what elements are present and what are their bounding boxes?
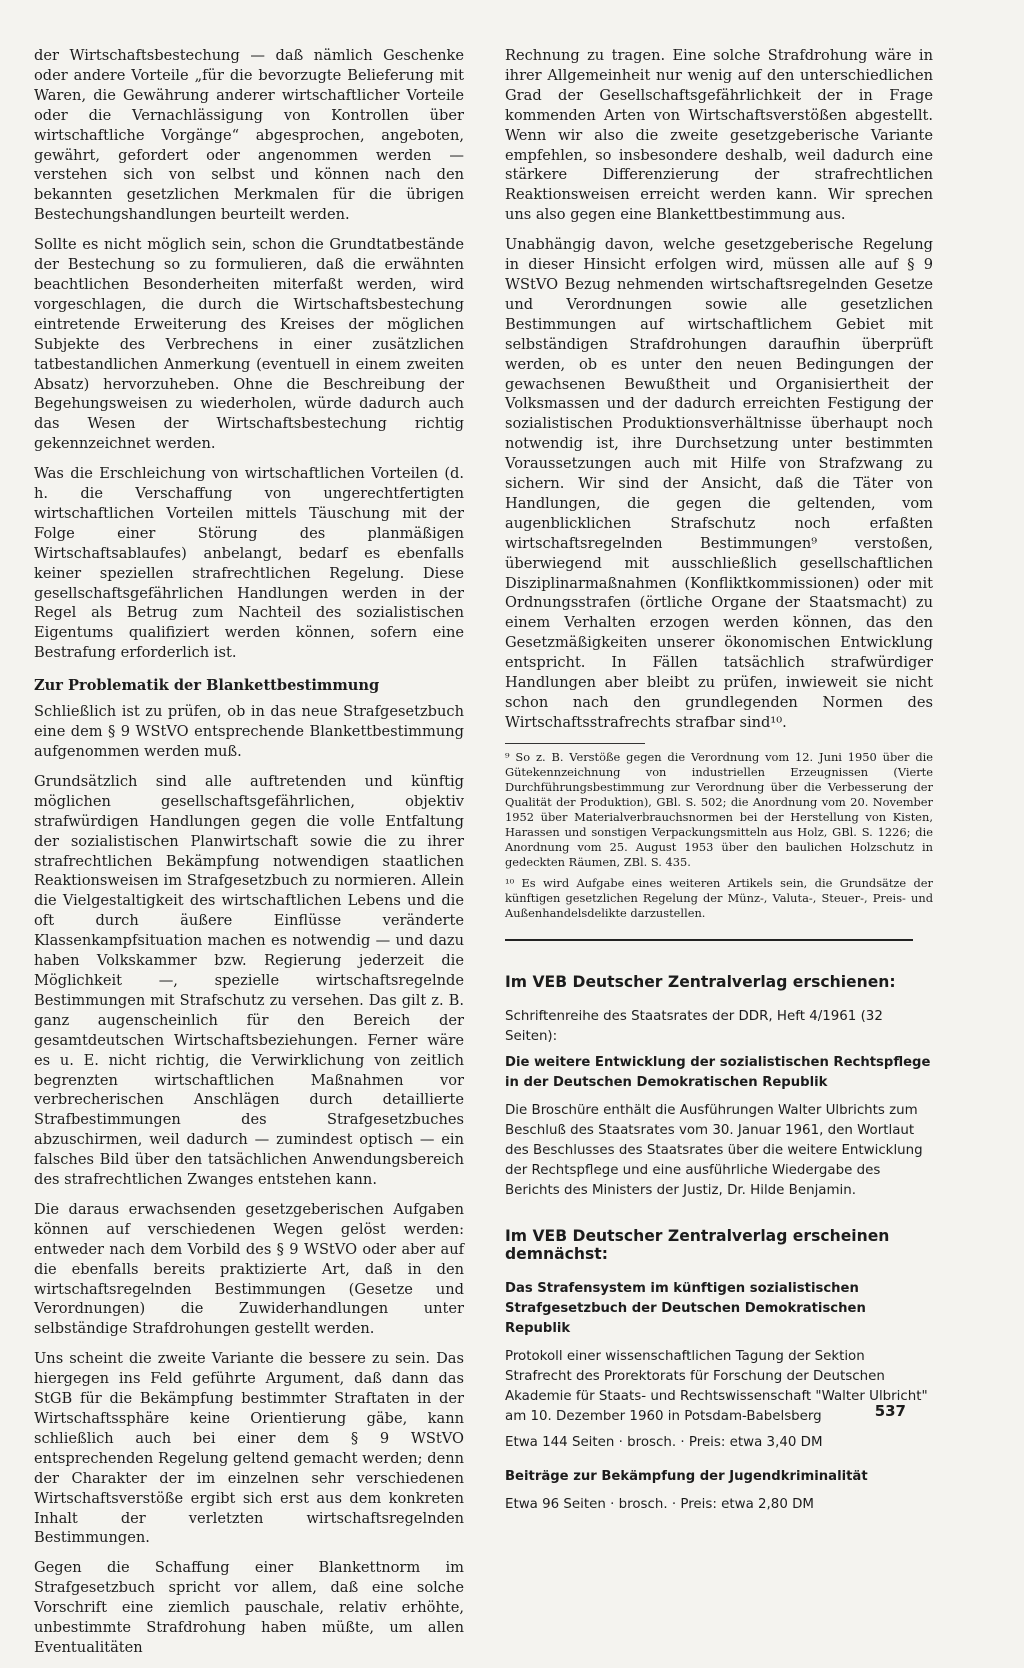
book-title: Die weitere Entwicklung der sozialistischen Rechtspflege in der Deutschen Demokratischen Republik xyxy=(505,1054,931,1090)
book-description: Die Broschüre enthält die Ausführungen Walter Ulbrichts zum Beschluß des Staatsrates vom 30. Januar 1961, den Wortlaut des Beschlusses des Staatsrates über die weitere Entwicklung der Rechtspflege und eine ausführliche Wiedergabe des Berichts des Ministers der Justiz, Dr. Hilde Benjamin. xyxy=(505,1102,923,1198)
paragraph: Sollte es nicht möglich sein, schon die Grundtatbestände der Bestechung so zu formulieren, daß die erwähnten beachtlichen Besonderheiten miterfaßt werden, wird vorgeschlagen, die durch die Wirtschaftsbestechung eintretende Erweiterung des Kreises der möglichen Subjekte des Verbrechens in einer zusätzlichen tatbestandlichen Anmerkung (eventuell in einem zweiten Absatz) hervorzuheben. Ohne die Beschreibung der Begehungsweisen zu wiederholen, würde dadurch auch das Wesen der Wirtschaftsbestechung richtig gekennzeichnet werden. xyxy=(34,236,464,453)
book-details: Etwa 144 Seiten · brosch. · Preis: etwa 3,40 DM xyxy=(505,1434,823,1450)
book-title: Das Strafensystem im künftigen sozialistischen Strafgesetzbuch der Deutschen Demokratischen Republik xyxy=(505,1280,866,1336)
paragraph: Gegen die Schaffung einer Blankettnorm im Strafgesetzbuch spricht vor allem, daß eine solche Vorschrift eine ziemlich pauschale, relativ erhöhte, unbestimmte Strafdrohung haben müßte, um allen Eventualitäten xyxy=(34,1559,464,1656)
left-column xyxy=(34,46,464,1668)
publisher-heading: Im VEB Deutscher Zentralverlag erschienen: xyxy=(505,972,896,991)
paragraph: Schließlich ist zu prüfen, ob in das neue Strafgesetzbuch eine dem § 9 WStVO entsprechende Blankettbestimmung aufgenommen werden muß. xyxy=(34,703,464,760)
paragraph: Die daraus erwachsenden gesetzgeberischen Aufgaben können auf verschiedenen Wegen gelöst werden: entweder nach dem Vorbild des § 9 WStVO oder aber auf die ebenfalls bereits praktizierte Art, daß in den wirtschaftsregelnden Bestimmungen (Gesetze und Verordnungen) die Zuwiderhandlungen unter selbständige Strafdrohungen gestellt werden. xyxy=(34,1200,464,1338)
paragraph: Unabhängig davon, welche gesetzgeberische Regelung in dieser Hinsicht erfolgen wird, müssen alle auf § 9 WStVO Bezug nehmenden wirtschaftsregelnden Gesetze und Verordnungen sowie alle gesetzlichen Bestimmungen auf wirtschaftlichem Gebiet mit selbständigen Strafdrohungen daraufhin überprüft werden, ob es unter den neuen Bedingungen der gewachsenen Bewußtheit und Organisiertheit der Volksmassen und der dadurch erreichten Festigung der sozialistischen Produktionsverhältnisse überhaupt noch notwendig ist, ihre Durchsetzung unter bestimmten Voraussetzungen auch mit Hilfe von Strafzwang zu sichern. Wir sind der Ansicht, daß die Täter von Handlungen, die gegen die geltenden, vom augenblicklichen Strafschutz noch erfaßten wirtschaftsregelnden Bestimmungen⁹ verstoßen, überwiegend mit ausschließlich gesellschaftlichen Disziplinarmaßnahmen (Konfliktkommissionen) oder mit Ordnungsstrafen (örtliche Organe der Staatsmacht) zu einem Verhalten erzogen werden können, das den Gesetzmäßigkeiten unserer ökonomischen Entwicklung entspricht. In Fällen tatsächlich strafwürdiger Handlungen aber bleibt zu prüfen, inwieweit sie nicht schon nach den grundlegenden Normen des Wirtschaftsstrafrechts strafbar sind¹⁰. xyxy=(505,236,933,731)
footnote-9: ⁹ So z. B. Verstöße gegen die Verordnung vom 12. Juni 1950 über die Gütekennzeichnung von industriellen Erzeugnissen (Vierte Durchführungsbestimmung zur Verordnung über die Verbesserung der Qualität der Produktion), GBl. S. 502; die Anordnung vom 20. November 1952 über Materialverbrauchsnormen bei der Herstellung von Kisten, Harassen und sonstigen Verpackungsmitteln aus Holz, GBl. S. 1226; die Anordnung vom 25. August 1953 über den baulichen Holzschutz in gedeckten Räumen, ZBl. S. 435. xyxy=(505,749,933,869)
right-column xyxy=(505,46,933,1529)
footnote-divider xyxy=(505,743,645,744)
paragraph: Uns scheint die zweite Variante die bessere zu sein. Das hiergegen ins Feld geführte Argument, daß dann das StGB für die Bekämpfung bestimmter Straftaten in der Wirtschaftssphäre keine Orientierung gäbe, kann schließlich auch bei einer dem § 9 WStVO entsprechenden Regelung geltend gemacht werden; denn der Charakter der im einzelnen sehr verschiedenen Wirtschaftsverstöße ergibt sich erst aus dem konkreten Inhalt der verletzten wirtschaftsregelnden Bestimmungen. xyxy=(34,1350,464,1547)
publisher-heading: Im VEB Deutscher Zentralverlag erscheinen demnächst: xyxy=(505,1226,890,1263)
book-details: Etwa 96 Seiten · brosch. · Preis: etwa 2,80 DM xyxy=(505,1496,814,1512)
footnote-10: ¹⁰ Es wird Aufgabe eines weiteren Artikels sein, die Grundsätze der künftigen gesetzlichen Regelung der Münz-, Valuta-, Steuer-, Preis- und Außenhandelsdelikte darzustellen. xyxy=(505,875,933,920)
paragraph: Rechnung zu tragen. Eine solche Strafdrohung wäre in ihrer Allgemeinheit nur wenig auf den unterschiedlichen Grad der Gesellschaftsgefährlichkeit der in Frage kommenden Arten von Wirtschaftsverstößen abgestellt. Wenn wir also die zweite gesetzgeberische Variante empfehlen, so insbesondere deshalb, weil dadurch eine stärkere Differenzierung der strafrechtlichen Reaktionsweisen erreicht werden kann. Wir sprechen uns also gegen eine Blankettbestimmung aus. xyxy=(505,47,933,224)
section-rule xyxy=(505,939,913,941)
paragraph: der Wirtschaftsbestechung — daß nämlich Geschenke oder andere Vorteile „für die bevorzugte Belieferung mit Waren, die Gewährung anderer wirtschaftlicher Vorteile oder die Vernachlässigung von Kontrollen über wirtschaftliche Vorgänge“ abgesprochen, angeboten, gewährt, gefordert oder angenommen werden — verstehen sich von selbst und können nach den bekannten gesetzlichen Merkmalen für die übrigen Bestechungshandlungen beurteilt werden. xyxy=(34,47,464,224)
series-info: Schriftenreihe des Staatsrates der DDR, Heft 4/1961 (32 Seiten): xyxy=(505,1008,883,1044)
section-heading: Zur Problematik der Blankettbestimmung xyxy=(34,677,380,695)
paragraph: Was die Erschleichung von wirtschaftlichen Vorteilen (d. h. die Verschaffung von ungerechtfertigten wirtschaftlichen Vorteilen mittels Täuschung mit der Folge einer Störung des planmäßigen Wirtschaftsablaufes) anbelangt, bedarf es ebenfalls keiner speziellen strafrechtlichen Regelung. Diese gesellschaftsgefährlichen Handlungen werden in der Regel als Betrug zum Nachteil des sozialistischen Eigentums qualifiziert werden können, sofern eine Bestrafung erforderlich ist. xyxy=(34,465,464,662)
paragraph: Grundsätzlich sind alle auftretenden und künftig möglichen gesellschaftsgefährlichen, objektiv strafwürdigen Handlungen gegen die volle Entfaltung der sozialistischen Planwirtschaft sowie die zu ihrer strafrechtlichen Bekämpfung notwendigen staatlichen Reaktionsweisen im Strafgesetzbuch zu normieren. Allein die Vielgestaltigkeit des wirtschaftlichen Lebens und die oft durch äußere Einflüsse veränderte Klassenkampfsituation machen es notwendig — und dazu haben Volkskammer bzw. Regierung jederzeit die Möglichkeit —, spezielle wirtschaftsregelnde Bestimmungen mit Strafschutz zu versehen. Das gilt z. B. ganz augenscheinlich für den Bereich der gesamtdeutschen Wirtschaftsbeziehungen. Ferner wäre es u. E. nicht richtig, die Verwirklichung von zeitlich begrenzten wirtschaftlichen Maßnahmen vor verbrecherischen Anschlägen durch detaillierte Strafbestimmungen des Strafgesetzbuches abzuschirmen, weil dadurch — zumindest optisch — ein falsches Bild über den tatsächlichen Anwendungsbereich des strafrechtlichen Zwanges entstehen kann. xyxy=(34,772,464,1189)
book-description: Protokoll einer wissenschaftlichen Tagung der Sektion Strafrecht des Prorektorats für Forschung der Deutschen Akademie für Staats- und Rechtswissenschaft "Walter Ulbricht" am 10. Dezember 1960 in Potsdam-Babelsberg xyxy=(505,1348,928,1424)
page-number: 537 xyxy=(874,1402,906,1420)
book-title: Beiträge zur Bekämpfung der Jugendkriminalität xyxy=(505,1468,868,1484)
